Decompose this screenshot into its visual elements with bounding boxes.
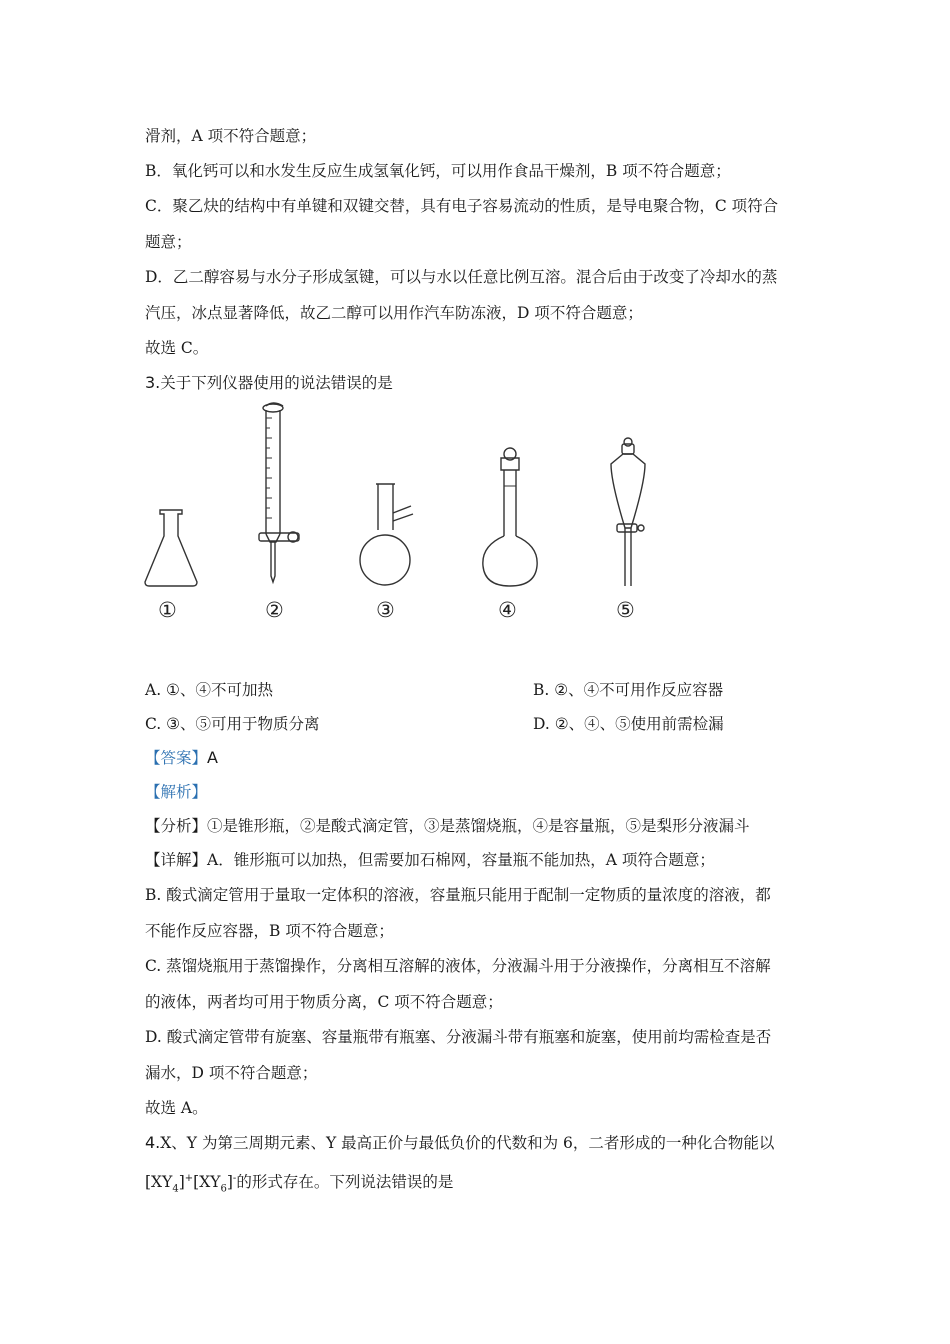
option-b: B. ②、④不可用作反应容器 <box>533 681 724 699</box>
figure-label-4: ④ <box>498 598 517 622</box>
text-line: 故选 C。 <box>145 339 209 357</box>
question-text: 的形式存在。下列说法错误的是 <box>236 1173 454 1192</box>
analysis-line: 不能作反应容器，B 项不符合题意； <box>145 922 394 940</box>
analysis-line: 的液体，两者均可用于物质分离，C 项不符合题意； <box>145 993 503 1011</box>
formula-superscript: - <box>232 1173 237 1184</box>
answer-value: A <box>207 748 218 767</box>
question-text: 关于下列仪器使用的说法错误的是 <box>160 374 393 392</box>
option-d: D. ②、④、⑤使用前需检漏 <box>533 715 724 733</box>
figure-label-1: ① <box>158 598 177 622</box>
analysis-line: 故选 A。 <box>145 1099 208 1117</box>
acid-burette-icon <box>259 403 299 582</box>
text-line: 汽压，冰点显著降低，故乙二醇可以用作汽车防冻液，D 项不符合题意； <box>145 304 643 322</box>
formula-part: [XY <box>145 1173 173 1192</box>
lab-apparatus-figure <box>135 398 655 598</box>
question-4-stem-cont <box>145 1169 453 1199</box>
analysis-line: B. 酸式滴定管用于量取一定体积的溶液，容量瓶只能用于配制一定物质的量浓度的溶液，都 <box>145 886 771 904</box>
formula-subscript: 4 <box>172 1183 179 1195</box>
formula-part: ] <box>226 1173 233 1192</box>
conical-flask-icon <box>145 510 197 586</box>
option-c: C. ③、⑤可用于物质分离 <box>145 715 320 733</box>
formula-superscript: + <box>184 1173 194 1184</box>
formula-subscript: 6 <box>220 1183 227 1195</box>
text-line: C．聚乙炔的结构中有单键和双键交替，具有电子容易流动的性质，是导电聚合物，C 项符合 <box>145 197 779 215</box>
analysis-line: C. 蒸馏烧瓶用于蒸馏操作，分离相互溶解的液体，分液漏斗用于分液操作，分离相互不溶解 <box>145 957 771 975</box>
distillation-flask-icon <box>360 484 413 585</box>
analysis-tag: 【解析】 <box>145 783 208 801</box>
figure-label-5: ⑤ <box>616 598 635 622</box>
question-3-stem <box>145 373 393 393</box>
formula-part: [XY <box>193 1173 221 1192</box>
question-4-stem <box>145 1133 774 1153</box>
option-a: A. ①、④不可加热 <box>145 681 273 699</box>
analysis-line: D. 酸式滴定管带有旋塞、容量瓶带有瓶塞、分液漏斗带有瓶塞和旋塞，使用前均需检查是否 <box>145 1028 772 1046</box>
question-number: 4. <box>145 1133 161 1152</box>
figure-label-2: ② <box>265 598 284 622</box>
answer-tag: 【答案】 <box>145 749 208 767</box>
answer-line <box>145 748 218 768</box>
figure-label-3: ③ <box>376 598 395 622</box>
question-text: X、Y 为第三周期元素、Y 最高正价与最低负价的代数和为 6，二者形成的一种化合物能以 <box>160 1134 775 1152</box>
formula-part: ] <box>178 1173 185 1192</box>
text-line: 滑剂，A 项不符合题意； <box>145 127 317 145</box>
analysis-line: 漏水，D 项不符合题意； <box>145 1064 318 1082</box>
text-line: 题意； <box>145 233 192 251</box>
volumetric-flask-icon <box>483 448 537 586</box>
analysis-line: 【详解】A．锥形瓶可以加热，但需要加石棉网，容量瓶不能加热，A 项符合题意； <box>145 851 715 869</box>
analysis-line: 【分析】①是锥形瓶，②是酸式滴定管，③是蒸馏烧瓶，④是容量瓶，⑤是梨形分液漏斗 <box>145 817 750 835</box>
text-line: B．氧化钙可以和水发生反应生成氢氧化钙，可以用作食品干燥剂，B 项不符合题意； <box>145 162 731 180</box>
text-line: D．乙二醇容易与水分子形成氢键，可以与水以任意比例互溶。混合后由于改变了冷却水的蒸 <box>145 268 778 286</box>
separatory-funnel-icon <box>611 438 645 586</box>
question-number: 3. <box>145 373 161 392</box>
